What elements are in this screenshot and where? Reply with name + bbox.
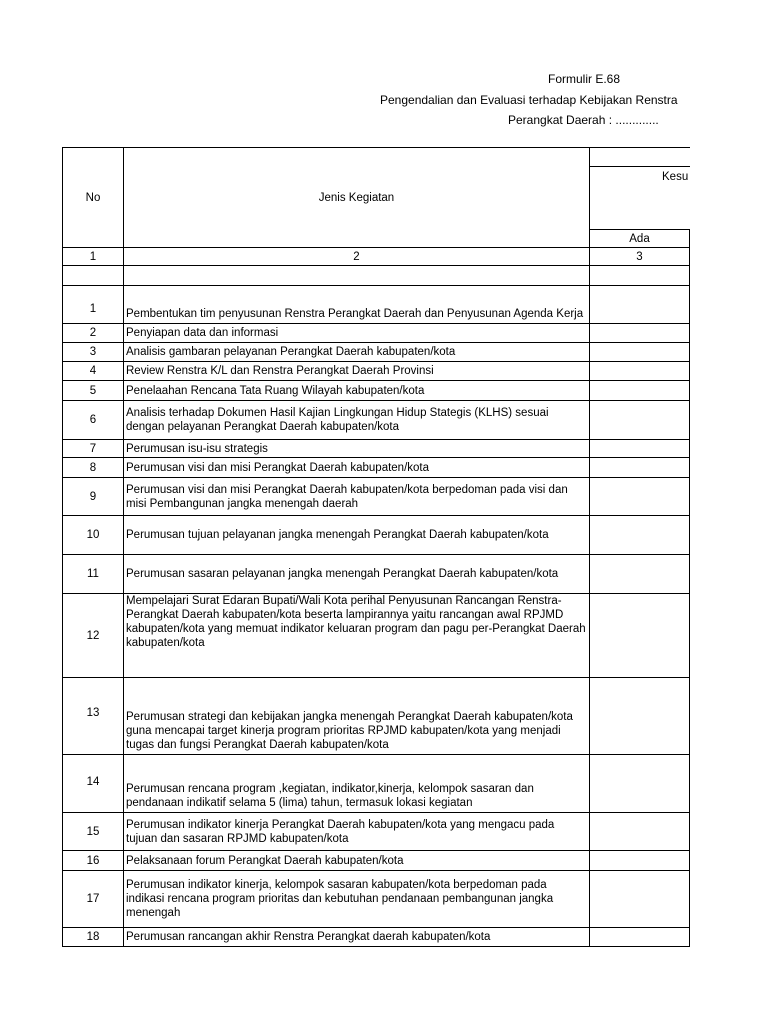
- table-row: [63, 594, 750, 678]
- row-number: 15: [63, 813, 124, 851]
- table-row: [63, 401, 750, 440]
- row-number: 11: [63, 555, 124, 594]
- row-number: 6: [63, 401, 124, 440]
- table-row: [63, 362, 750, 381]
- row-number: 9: [63, 478, 124, 516]
- row-activity: Perumusan tujuan pelayanan jangka menengah Perangkat Daerah kabupaten/kota: [124, 516, 590, 555]
- table-row: [63, 478, 750, 516]
- perangkat-daerah-label: Perangkat Daerah : .............: [508, 113, 659, 127]
- header-kesesuaian-label: Kesu: [662, 171, 689, 183]
- table-row: [63, 928, 750, 947]
- row-activity: Analisis terhadap Dokumen Hasil Kajian Lingkungan Hidup Stategis (KLHS) sesuai dengan pelayanan Perangkat Daerah kabupaten/kota: [124, 401, 590, 440]
- form-subtitle: Pengendalian dan Evaluasi terhadap Kebijakan Renstra: [380, 93, 678, 107]
- row-number: 2: [63, 324, 124, 343]
- row-activity: Pelaksanaan forum Perangkat Daerah kabupaten/kota: [124, 851, 590, 871]
- table-row: [63, 851, 750, 871]
- row-activity: Perumusan indikator kinerja Perangkat Daerah kabupaten/kota yang mengacu pada tujuan dan sasaran RPJMD kabupaten/kota: [124, 813, 590, 851]
- header-no: No: [63, 148, 124, 248]
- row-activity: Perumusan rencana program ,kegiatan, indikator,kinerja, kelompok sasaran dan pendanaan indikatif selama 5 (lima) tahun, termasuk lokasi kegiatan: [124, 755, 590, 813]
- row-number: 13: [63, 678, 124, 755]
- row-activity: Perumusan visi dan misi Perangkat Daerah kabupaten/kota: [124, 458, 590, 478]
- colnum-2: 2: [124, 248, 590, 266]
- row-activity: Perumusan indikator kinerja, kelompok sasaran kabupaten/kota berpedoman pada indikasi rencana program prioritas dan kebutuhan pendanaan pembangunan jangka menengah: [124, 871, 590, 928]
- row-activity: Perumusan strategi dan kebijakan jangka menengah Perangkat Daerah kabupaten/kota guna mencapai target kinerja program prioritas RPJMD kabupaten/kota yang menjadi tugas dan fungsi Perangkat Daerah kabupaten/kota: [124, 678, 590, 755]
- row-number: 12: [63, 594, 124, 678]
- row-number: 18: [63, 928, 124, 947]
- row-activity: Penelaahan Rencana Tata Ruang Wilayah kabupaten/kota: [124, 381, 590, 401]
- row-number: 5: [63, 381, 124, 401]
- table-row: [63, 555, 750, 594]
- table-row: [63, 813, 750, 851]
- row-activity: Analisis gambaran pelayanan Perangkat Daerah kabupaten/kota: [124, 343, 590, 362]
- row-number: 4: [63, 362, 124, 381]
- table-row: [63, 324, 750, 343]
- row-activity: Review Renstra K/L dan Renstra Perangkat Daerah Provinsi: [124, 362, 590, 381]
- table-row: [63, 381, 750, 401]
- row-number: 17: [63, 871, 124, 928]
- row-activity: Perumusan visi dan misi Perangkat Daerah kabupaten/kota berpedoman pada visi dan misi Pembangunan jangka menengah daerah: [124, 478, 590, 516]
- header-ada: Ada: [590, 230, 690, 248]
- row-activity: Pembentukan tim penyusunan Renstra Perangkat Daerah dan Penyusunan Agenda Kerja: [124, 286, 590, 324]
- page-edge: [690, 0, 768, 1024]
- table-row: [63, 440, 750, 458]
- row-number: 14: [63, 755, 124, 813]
- header-jenis-kegiatan: Jenis Kegiatan: [124, 148, 590, 248]
- row-activity: Perumusan isu-isu strategis: [124, 440, 590, 458]
- row-activity: Perumusan sasaran pelayanan jangka menengah Perangkat Daerah kabupaten/kota: [124, 555, 590, 594]
- row-number: 10: [63, 516, 124, 555]
- evaluation-table: [62, 147, 750, 947]
- row-activity: Mempelajari Surat Edaran Bupati/Wali Kota perihal Penyusunan Rancangan Renstra-Perangkat Daerah kabupaten/kota beserta lampirannya yaitu rancangan awal RPJMD kabupaten/kota yang memuat indikator keluaran program dan pagu per-Perangkat Daerah kabupaten/kota: [124, 594, 590, 678]
- colnum-3: 3: [590, 248, 690, 266]
- table-row: [63, 755, 750, 813]
- table-row: [63, 678, 750, 755]
- table-row: [63, 343, 750, 362]
- table-row: [63, 286, 750, 324]
- table-row: [63, 871, 750, 928]
- table-row: [63, 516, 750, 555]
- form-title: Formulir E.68: [548, 72, 621, 86]
- row-number: 16: [63, 851, 124, 871]
- row-number: 1: [63, 286, 124, 324]
- row-number: 8: [63, 458, 124, 478]
- row-activity: Penyiapan data dan informasi: [124, 324, 590, 343]
- colnum-1: 1: [63, 248, 124, 266]
- row-number: 7: [63, 440, 124, 458]
- row-number: 3: [63, 343, 124, 362]
- row-activity: Perumusan rancangan akhir Renstra Perangkat daerah kabupaten/kota: [124, 928, 590, 947]
- table-row: [63, 458, 750, 478]
